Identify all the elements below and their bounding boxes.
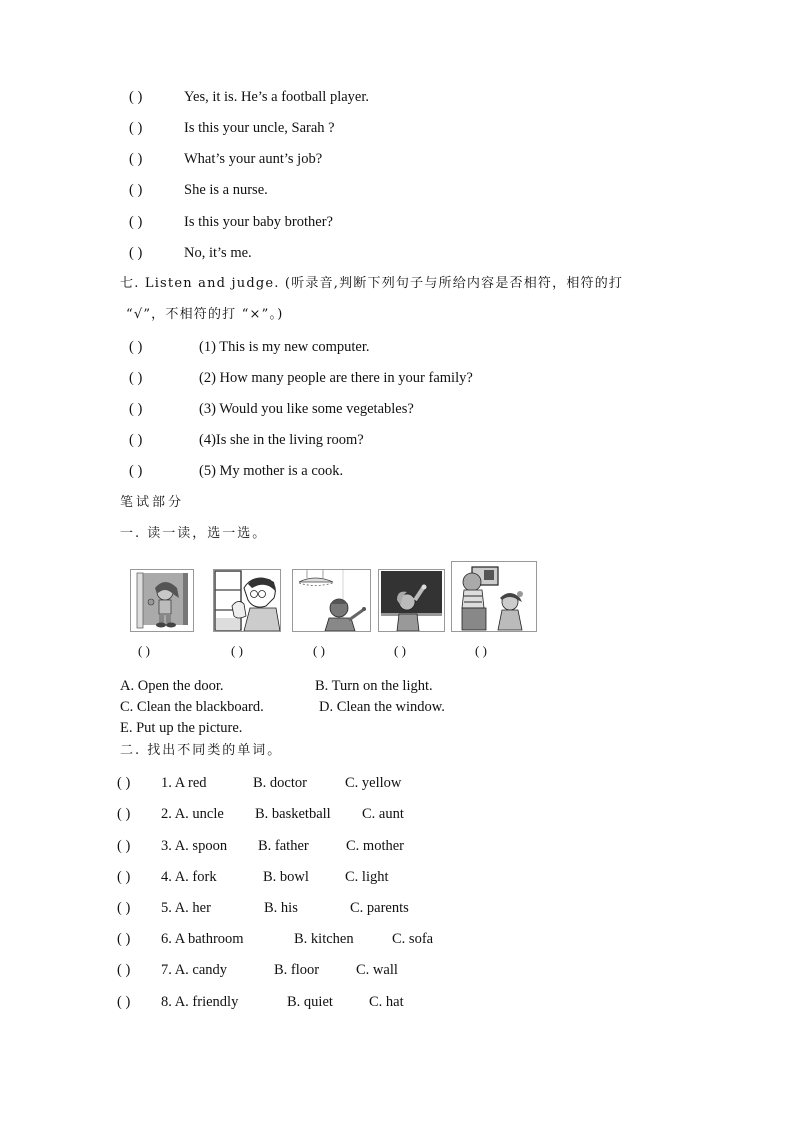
answer-bracket[interactable]: ( ) [129,339,143,355]
answer-bracket[interactable]: ( ) [129,245,143,261]
judge-text: (2) How many people are there in your family? [199,370,473,386]
odd-word-item [117,805,404,823]
choice-a: 6. A bathroom [161,931,244,947]
option-b: B. Turn on the light. [315,678,433,694]
answer-bracket[interactable]: ( ) [129,89,143,105]
judge-item [129,462,343,480]
judge-item [129,369,473,387]
judge-item [129,431,364,449]
choice-c: C. wall [356,962,398,978]
choice-b: B. bowl [263,869,309,885]
choice-a: 1. A red [161,775,207,791]
dialogue-text: What’s your aunt’s job? [184,151,323,167]
answer-bracket[interactable]: ( ) [117,962,131,978]
judge-text: (4)Is she in the living room? [199,432,364,448]
odd-word-item [117,899,409,917]
girl-opening-door-picture [130,569,194,632]
answer-bracket[interactable]: ( ) [117,994,131,1010]
answer-bracket[interactable]: ( ) [117,900,131,916]
part-1-title: 一. 读一读，选一选。 [120,526,268,541]
answer-bracket[interactable]: ( ) [117,775,131,791]
option-a: A. Open the door. [120,678,224,694]
children-putting-up-picture-picture [451,561,537,632]
choice-c: C. parents [350,900,409,916]
odd-word-item [117,837,404,855]
choice-a: 5. A. her [161,900,211,916]
option-d: D. Clean the window. [319,699,445,715]
option-c: C. Clean the blackboard. [120,699,264,715]
answer-bracket[interactable]: ( ) [129,120,143,136]
odd-word-item [117,961,398,979]
answer-bracket[interactable]: ( ) [117,931,131,947]
choice-b: B. kitchen [294,931,354,947]
picture-2-answer-bracket[interactable]: ( ) [231,643,243,658]
answer-bracket[interactable]: ( ) [117,869,131,885]
judge-item [129,338,370,356]
dialogue-text: Yes, it is. He’s a football player. [184,89,369,105]
answer-bracket[interactable]: ( ) [117,806,131,822]
answer-bracket[interactable]: ( ) [129,432,143,448]
part-2-title: 二. 找出不同类的单词。 [120,743,283,758]
option-e: E. Put up the picture. [120,720,243,736]
odd-word-item [117,868,389,886]
dialogue-item [129,181,268,199]
answer-bracket[interactable]: ( ) [129,214,143,230]
odd-word-item [117,993,404,1011]
answer-bracket[interactable]: ( ) [129,182,143,198]
man-cleaning-window-picture [213,569,281,632]
answer-bracket[interactable]: ( ) [129,370,143,386]
choice-c: C. sofa [392,931,434,947]
odd-word-item [117,774,401,792]
dialogue-item [129,244,252,262]
choice-b: B. basketball [255,806,331,822]
judge-text: (5) My mother is a cook. [199,463,344,479]
choice-a: 8. A. friendly [161,994,239,1010]
answer-bracket[interactable]: ( ) [129,401,143,417]
answer-bracket[interactable]: ( ) [129,463,143,479]
section-7-title-cont: “√”，不相符的打 “×”。) [126,307,284,322]
dialogue-item [129,88,369,106]
choice-b: B. floor [274,962,320,978]
answer-bracket[interactable]: ( ) [129,151,143,167]
choice-c: C. aunt [362,806,404,822]
choice-a: 7. A. candy [161,962,228,978]
section-7-title: 七. Listen and judge. (听录音,判断下列句子与所给内容是否相符，相符的打 [120,276,624,291]
choice-c: C. mother [346,838,404,854]
choice-c: C. yellow [345,775,402,791]
answer-bracket[interactable]: ( ) [117,838,131,854]
judge-item [129,400,414,418]
odd-word-item [117,930,433,948]
dialogue-text: Is this your baby brother? [184,214,333,230]
judge-text: (1) This is my new computer. [199,339,370,355]
choice-b: B. father [258,838,309,854]
dialogue-item [129,213,333,231]
choice-a: 2. A. uncle [161,806,224,822]
dialogue-item [129,119,335,137]
dialogue-text: She is a nurse. [184,182,268,198]
choice-b: B. doctor [253,775,307,791]
dialogue-text: No, it’s me. [184,245,252,261]
dialogue-text: Is this your uncle, Sarah ? [184,120,335,136]
choice-c: C. light [345,869,389,885]
picture-4-answer-bracket[interactable]: ( ) [394,643,406,658]
picture-3-answer-bracket[interactable]: ( ) [313,643,325,658]
picture-5-answer-bracket[interactable]: ( ) [475,643,487,658]
choice-c: C. hat [369,994,404,1010]
boy-turning-on-light-picture [292,569,371,632]
written-part-heading: 笔试部分 [120,495,185,510]
picture-1-answer-bracket[interactable]: ( ) [138,643,150,658]
choice-a: 4. A. fork [161,869,217,885]
choice-b: B. his [264,900,298,916]
choice-b: B. quiet [287,994,333,1010]
choice-a: 3. A. spoon [161,838,228,854]
girl-cleaning-blackboard-picture [378,569,445,632]
judge-text: (3) Would you like some vegetables? [199,401,414,417]
dialogue-item [129,150,322,168]
